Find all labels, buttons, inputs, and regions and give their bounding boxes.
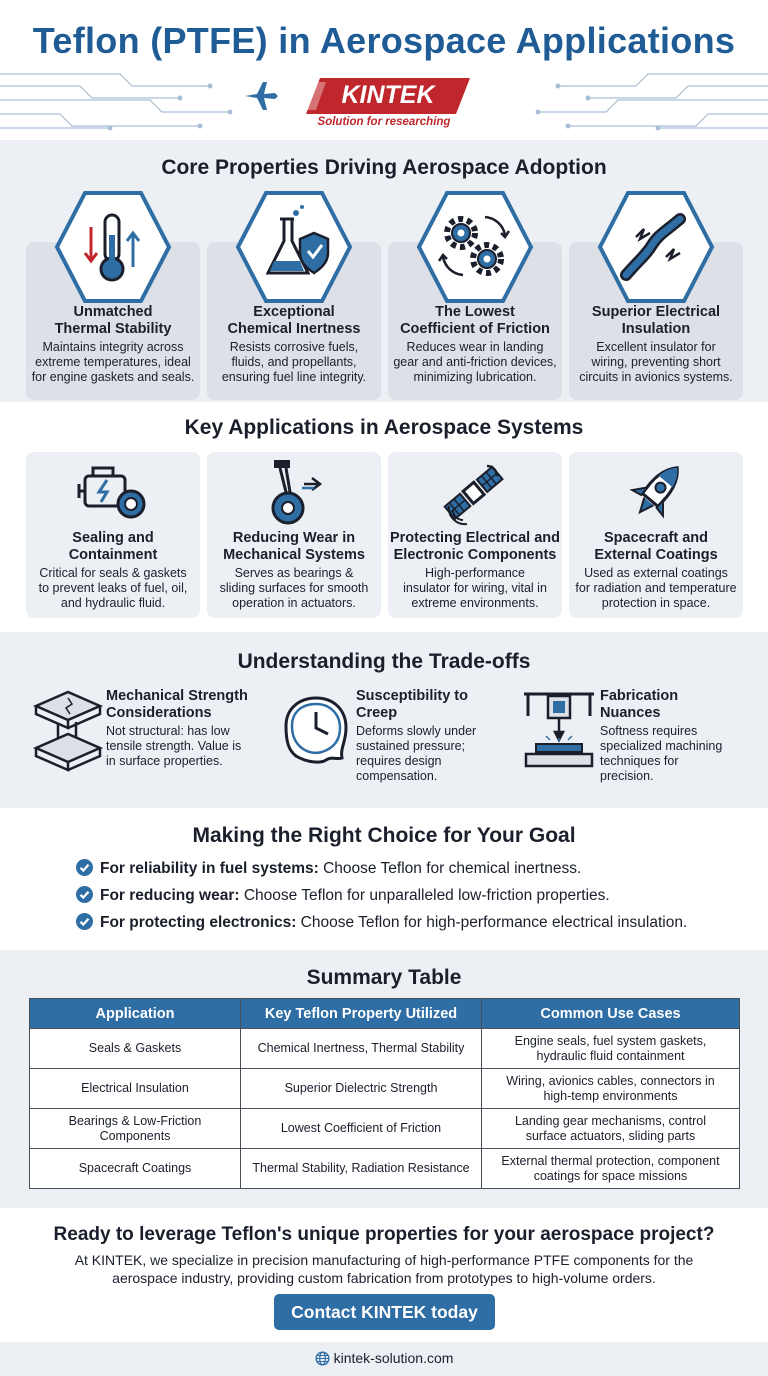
landing-gear-icon: [256, 458, 332, 528]
card-description: Used as external coatings for radiation and temperature protection in space.: [575, 566, 737, 610]
card-description: Excellent insulator for wiring, preventing short circuits in avionics systems.: [579, 340, 733, 384]
gears-icon: [415, 189, 535, 305]
summary-title: Summary Table: [306, 966, 462, 989]
card-title: Sealing and Containment: [68, 530, 158, 563]
website-link[interactable]: kintek-solution.com: [333, 1350, 454, 1366]
choice-item: For reducing wear: Choose Teflon for unparalleled low-friction properties.: [76, 885, 610, 907]
table-cell: Seals & Gaskets: [30, 1029, 241, 1069]
tradeoffs-title: Understanding the Trade-offs: [237, 650, 531, 673]
core-properties-section: [0, 140, 768, 402]
table-row: [30, 1149, 740, 1189]
cta-section: [0, 1208, 768, 1342]
card-description: Maintains integrity across extreme temperatures, ideal for engine gaskets and seals.: [31, 340, 195, 384]
table-cell: Wiring, avionics cables, connectors in high-temp environments: [482, 1069, 740, 1109]
melting-clock-icon: [276, 686, 354, 776]
card-description: Reduces wear in landing gear and anti-friction devices, minimizing lubrication.: [393, 340, 557, 384]
tradeoff-description: Deforms slowly under sustained pressure; requires design compensation.: [356, 724, 477, 783]
footer: [0, 1342, 768, 1376]
tradeoff-title: Fabrication Nuances: [600, 688, 679, 721]
kintek-logo: [306, 78, 470, 114]
app-card-sealing: [26, 452, 200, 618]
card-title: Reducing Wear in Mechanical Systems: [223, 530, 365, 563]
globe-icon: [315, 1351, 330, 1366]
table-cell: Lowest Coefficient of Friction: [241, 1109, 482, 1149]
tradeoff-description: Softness requires specialized machining techniques for precision.: [600, 724, 723, 783]
tradeoff-description: Not structural: has low tensile strength. Value is in surface properties.: [106, 724, 242, 768]
column-header: Common Use Cases: [482, 999, 740, 1029]
cta-text: At KINTEK, we specialize in precision manufacturing of high-performance PTFE components for the aerospace industry, providing custom fabrication from prototypes to high-volume orders.: [74, 1252, 694, 1286]
table-row: [30, 1109, 740, 1149]
i-beam-icon: [28, 686, 106, 776]
table-cell: Thermal Stability, Radiation Resistance: [241, 1149, 482, 1189]
column-header: Application: [30, 999, 241, 1029]
table-header-row: [30, 999, 740, 1029]
table-cell: Landing gear mechanisms, control surface actuators, sliding parts: [482, 1109, 740, 1149]
footer-website: [0, 1350, 768, 1366]
cta-title: Ready to leverage Teflon's unique properties for your aerospace project?: [53, 1224, 715, 1245]
tradeoffs-section: [0, 632, 768, 808]
check-icon: [76, 886, 93, 903]
table-cell: Chemical Inertness, Thermal Stability: [241, 1029, 482, 1069]
card-description: Serves as bearings & sliding surfaces for smooth operation in actuators.: [219, 566, 369, 610]
flask-shield-icon: [234, 189, 354, 305]
circuit-pattern-right: [468, 66, 768, 136]
tradeoff-title: Susceptibility to Creep: [356, 688, 468, 721]
card-title: Protecting Electrical and Electronic Components: [389, 530, 561, 563]
column-header: Key Teflon Property Utilized: [241, 999, 482, 1029]
satellite-icon: [437, 458, 513, 528]
card-description: High-performance insulator for wiring, vital in extreme environments.: [403, 566, 547, 610]
app-card-wear: [207, 452, 381, 618]
app-card-electrical: [388, 452, 562, 618]
tagline: Solution for researching: [317, 116, 451, 128]
thermometer-icon: [53, 189, 173, 305]
rocket-icon: [618, 458, 694, 528]
summary-table: [29, 998, 740, 1189]
table-cell: Superior Dielectric Strength: [241, 1069, 482, 1109]
check-icon: [76, 913, 93, 930]
choice-title: Making the Right Choice for Your Goal: [192, 824, 576, 847]
choice-section: [0, 808, 768, 950]
summary-section: [0, 950, 768, 1208]
insulated-wire-icon: [596, 189, 716, 305]
choice-item: For reliability in fuel systems: Choose Teflon for chemical inertness.: [76, 858, 581, 880]
choice-item: For protecting electronics: Choose Teflon for high-performance electrical insulation.: [76, 912, 687, 934]
table-cell: Bearings & Low-Friction Components: [30, 1109, 241, 1149]
card-description: Critical for seals & gaskets to prevent leaks of fuel, oil, and hydraulic fluid.: [38, 566, 188, 610]
header: [0, 0, 768, 140]
applications-title: Key Applications in Aerospace Systems: [184, 416, 584, 439]
card-title: The Lowest Coefficient of Friction: [400, 304, 550, 337]
applications-section: [0, 402, 768, 630]
logo-text: KINTEK: [341, 81, 435, 109]
card-title: Spacecraft and External Coatings: [594, 530, 718, 563]
table-cell: Spacecraft Coatings: [30, 1149, 241, 1189]
table-row: [30, 1069, 740, 1109]
table-cell: Engine seals, fuel system gaskets, hydraulic fluid containment: [482, 1029, 740, 1069]
card-title: Superior Electrical Insulation: [591, 304, 721, 337]
tradeoff-title: Mechanical Strength Considerations: [106, 688, 248, 721]
table-row: [30, 1029, 740, 1069]
check-icon: [76, 859, 93, 876]
cnc-machine-icon: [520, 686, 598, 776]
contact-button[interactable]: Contact KINTEK today: [274, 1294, 495, 1330]
engine-icon: [75, 458, 151, 528]
card-title: Exceptional Chemical Inertness: [227, 304, 361, 337]
card-description: Resists corrosive fuels, fluids, and propellants, ensuring fuel line integrity.: [221, 340, 367, 384]
core-properties-title: Core Properties Driving Aerospace Adoption: [161, 156, 607, 179]
app-card-spacecraft: [569, 452, 743, 618]
page-title: Teflon (PTFE) in Aerospace Applications: [32, 20, 736, 61]
table-cell: Electrical Insulation: [30, 1069, 241, 1109]
table-cell: External thermal protection, component coatings for space missions: [482, 1149, 740, 1189]
card-title: Unmatched Thermal Stability: [54, 304, 172, 337]
airplane-icon: [243, 78, 279, 114]
